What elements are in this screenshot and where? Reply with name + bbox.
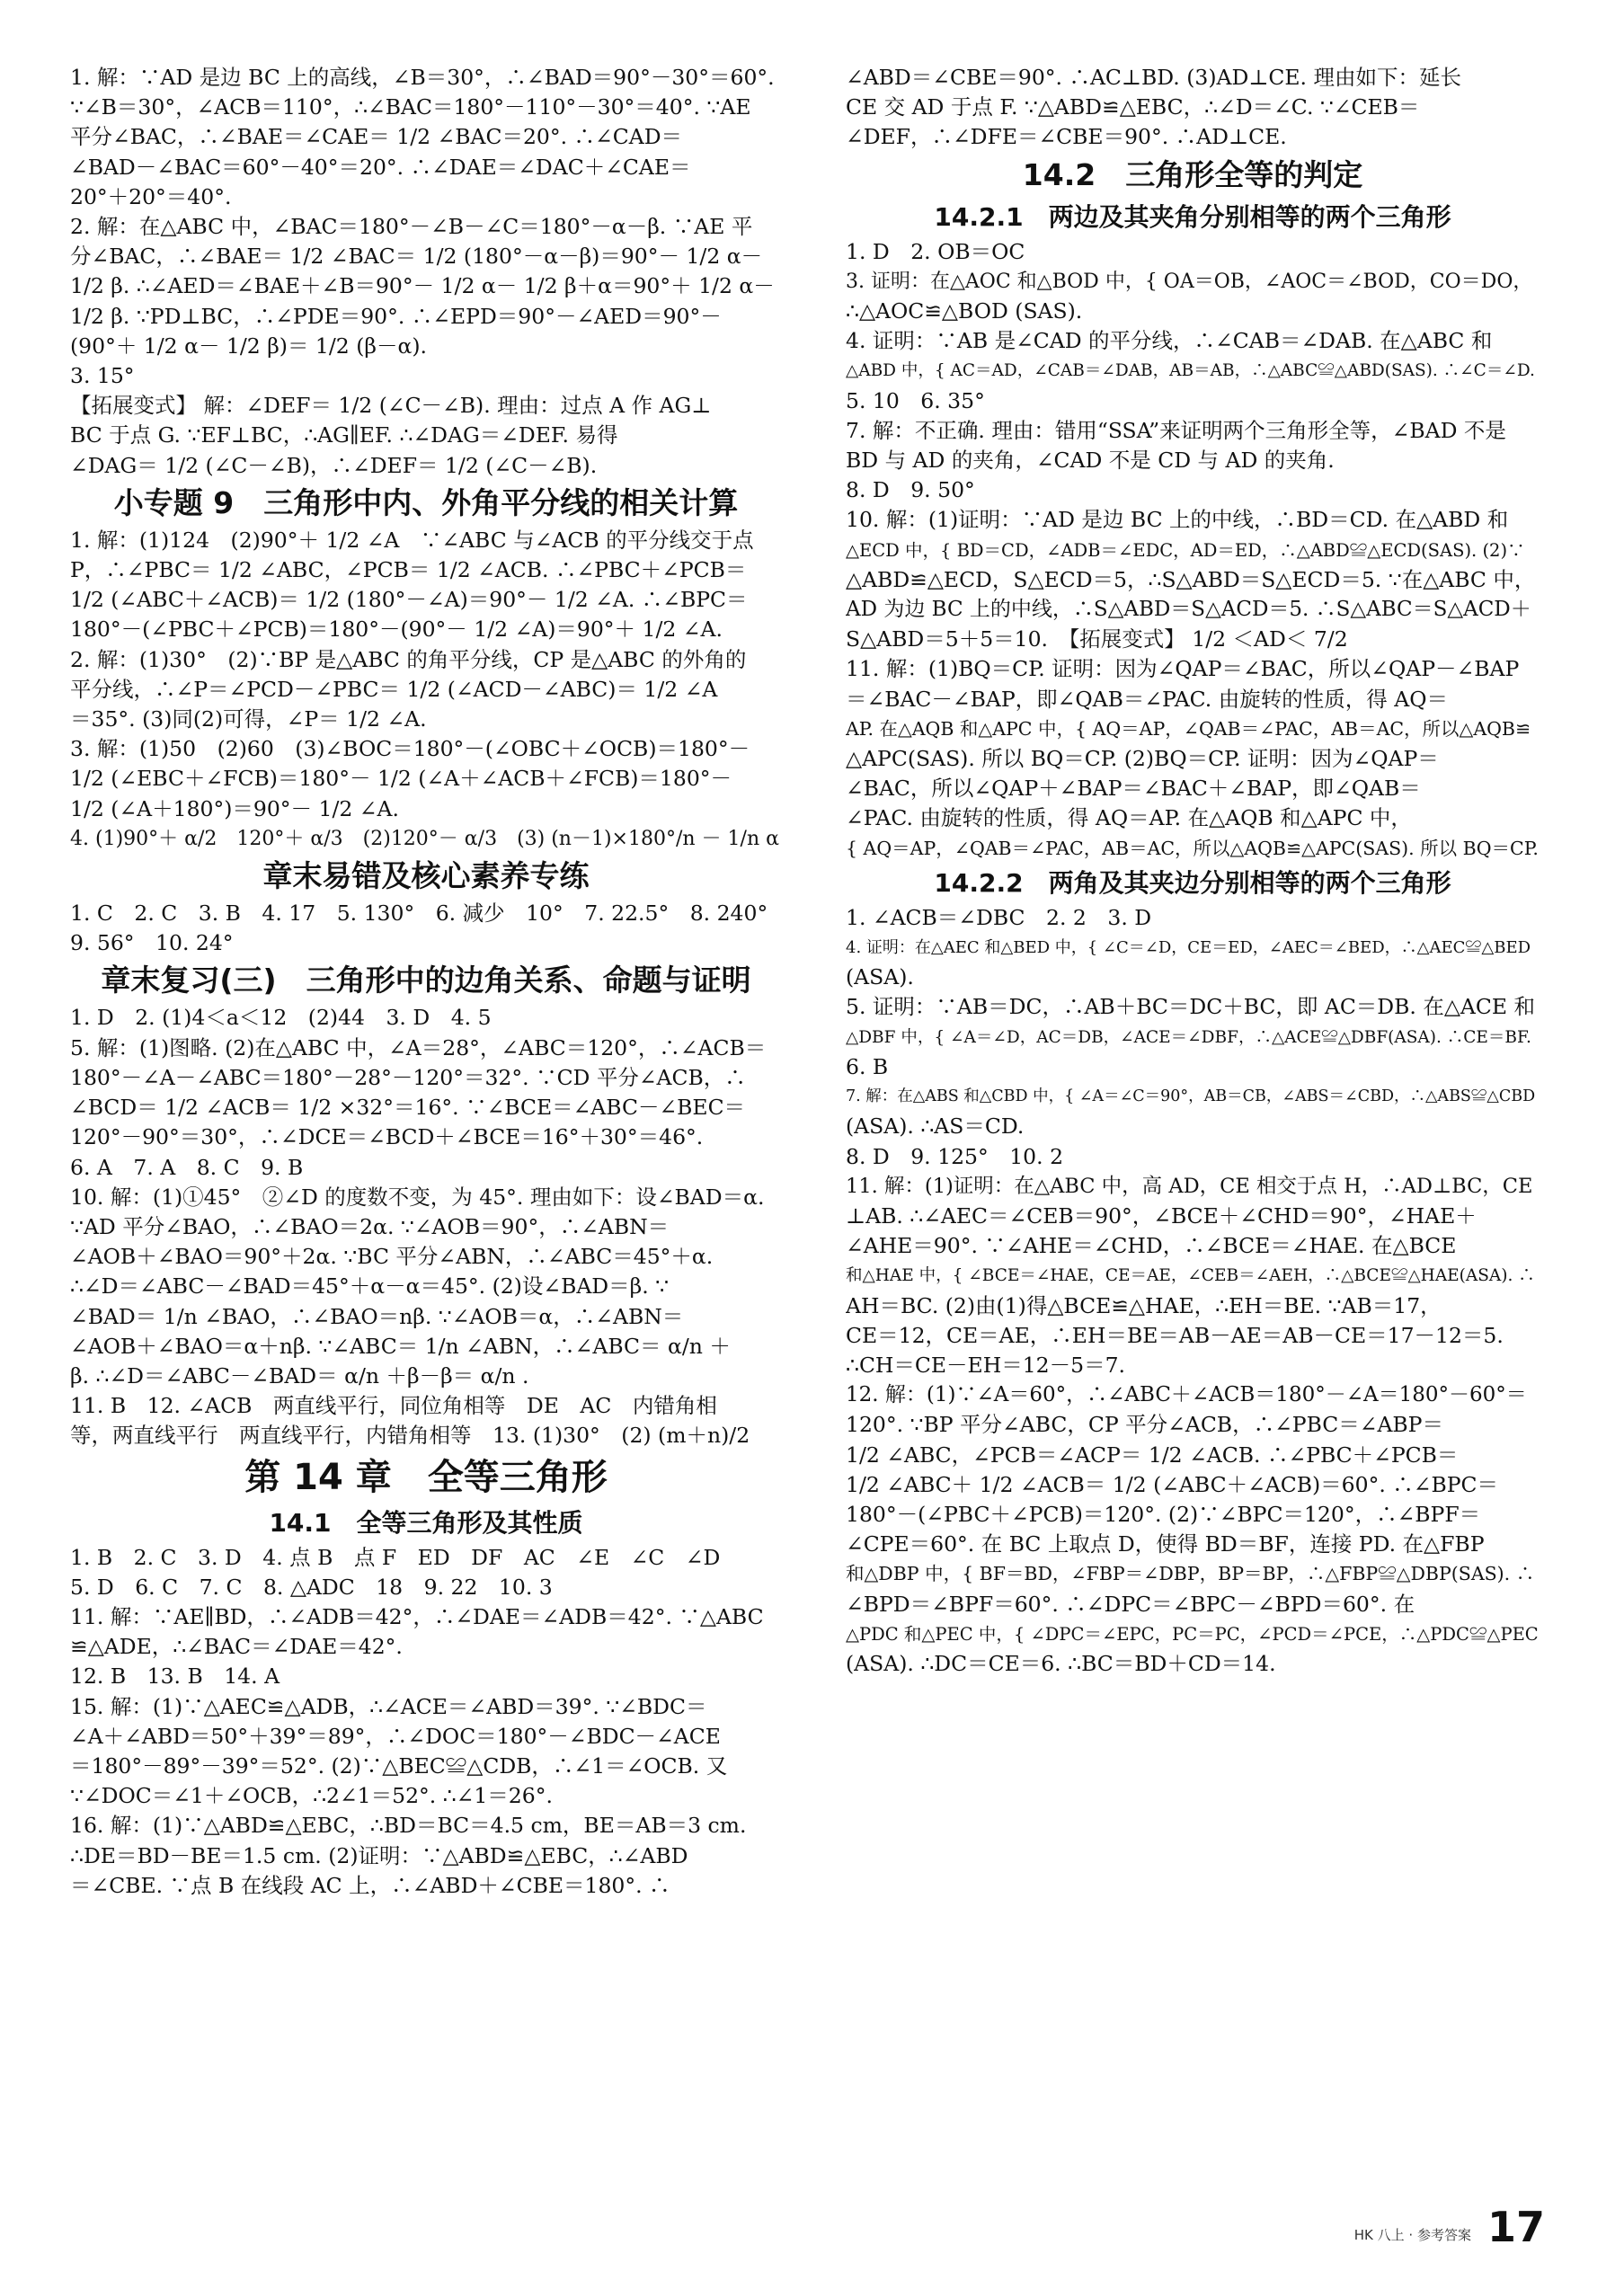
answer-line: △APC(SAS). 所以 BQ＝CP. (2)BQ＝CP. 证明：因为∠QAP＝ — [846, 746, 1439, 772]
left-column — [70, 63, 782, 1901]
answer-line: 1. B 2. C 3. D 4. 点 B 点 F ED DF AC ∠E ∠C ∠D — [70, 1544, 721, 1570]
page-number: 17 — [1486, 2203, 1545, 2251]
answer-line: 4. 证明：∵AB 是∠CAD 的平分线，∴∠CAB＝∠DAB. 在△ABC 和 — [846, 328, 1493, 354]
answer-line: ＝180°－89°－39°＝52°. (2)∵△BEC≌△CDB，∴∠1＝∠OCB. 又 — [70, 1752, 728, 1779]
subsection-heading: 14.2.1 两边及其夹角分别相等的两个三角形 — [934, 201, 1451, 232]
answer-line: ＝35°. (3)同(2)可得，∠P＝ 1/2 ∠A. — [70, 706, 427, 732]
answer-line: ∠BAD－∠BAC＝60°－40°＝20°. ∴∠DAE＝∠DAC＋∠CAE＝ — [70, 154, 691, 180]
answer-line: ⊥AB. ∴∠AEC＝∠CEB＝90°，∠BCE＋∠CHD＝90°，∠HAE＋ — [846, 1202, 1477, 1229]
answer-line: 9. 56° 10. 24° — [70, 930, 234, 956]
answer-line: AD 为边 BC 上的中线，∴S△ABD＝S△ACD＝5. ∴S△ABC＝S△ACD＋ — [846, 598, 1531, 622]
answer-line: 分∠BAC，∴∠BAE＝ 1/2 ∠BAC＝ 1/2 (180°－α－β)＝90°－ 1/2 α－ — [70, 244, 763, 270]
answer-line: 7. 解：不正确. 理由：错用“SSA”来证明两个三角形全等，∠BAD 不是 — [846, 417, 1506, 443]
answer-line: (ASA). ∴DC＝CE＝6. ∴BC＝BD＋CD＝14. — [846, 1650, 1276, 1676]
answer-line: 【拓展变式】 解：∠DEF＝ 1/2 (∠C－∠B). 理由：过点 A 作 AG⊥ — [70, 393, 712, 419]
answer-line: ＝∠BAC－∠BAP，即∠QAB＝∠PAC. 由旋转的性质，得 AQ＝ — [846, 686, 1448, 712]
answer-line: 15. 解：(1)∵△AEC≌△ADB，∴∠ACE＝∠ABD＝39°. ∵∠BDC＝ — [70, 1693, 707, 1719]
answer-line: 120°. ∵BP 平分∠ABC，CP 平分∠ACB，∴∠PBC＝∠ABP＝ — [846, 1412, 1443, 1438]
answer-line: 1. D 2. OB＝OC — [846, 238, 1025, 264]
answer-line: β. ∴∠D＝∠ABC－∠BAD＝ α/n ＋β－β＝ α/n . — [70, 1362, 529, 1388]
answer-line: ∠A＋∠ABD＝50°＋39°＝89°，∴∠DOC＝180°－∠BDC－∠ACE — [70, 1723, 721, 1749]
answer-line: 3. 15° — [70, 363, 135, 389]
answer-line: 1. 解：∵AD 是边 BC 上的高线，∠B＝30°，∴∠BAD＝90°－30°＝60°. — [70, 65, 775, 90]
answer-line: 4. 证明：在△AEC 和△BED 中，{ ∠C＝∠D，CE＝ED，∠AEC＝∠BED，∴△AEC≌△BED — [846, 938, 1531, 958]
answer-line: BC 于点 G. ∵EF⊥BC，∴AG∥EF. ∴∠DAG＝∠DEF. 易得 — [70, 422, 618, 448]
answer-line: ∴CH＝CE－EH＝12－5＝7. — [846, 1352, 1125, 1378]
answer-line: 20°＋20°＝40°. — [70, 183, 232, 209]
answer-line: ≌△ADE，∴∠BAC＝∠DAE＝42°. — [70, 1634, 403, 1660]
answer-line: 6. B — [846, 1053, 889, 1079]
section-heading: 小专题 9 三角形中内、外角平分线的相关计算 — [113, 484, 739, 520]
answer-line: 5. 证明：∵AB＝DC，∴AB＋BC＝DC＋BC，即 AC＝DB. 在△ACE 和 — [846, 994, 1536, 1020]
answer-line: { AQ＝AP，∠QAB＝∠PAC，AB＝AC，所以△AQB≌△APC(SAS). 所以 BQ＝CP. — [846, 837, 1539, 859]
answer-line: 120°－90°＝30°，∴∠DCE＝∠BCD＋∠BCE＝16°＋30°＝46°. — [70, 1124, 704, 1150]
answer-line: ∠ABD＝∠CBE＝90°. ∴AC⊥BD. (3)AD⊥CE. 理由如下：延长 — [846, 65, 1461, 90]
section-heading: 章末易错及核心素养专练 — [262, 858, 590, 894]
answer-line: ∠AHE＝90°. ∵∠AHE＝∠CHD，∴∠BCE＝∠HAE. 在△BCE — [846, 1233, 1457, 1259]
answer-line: ∵∠B＝30°，∠ACB＝110°，∴∠BAC＝180°－110°－30°＝40°. ∵AE — [70, 94, 751, 120]
answer-line: 5. 10 6. 35° — [846, 387, 985, 413]
answer-line: 4. (1)90°＋ α/2 120°＋ α/3 (2)120°－ α/3 (3) (n－1)×180°/n － 1/n α — [70, 827, 779, 850]
answer-line: 8. D 9. 50° — [846, 477, 975, 503]
answer-line: 3. 解：(1)50 (2)60 (3)∠BOC＝180°－(∠OBC＋∠OCB)＝180°－ — [70, 736, 750, 762]
answer-line: 11. 解：∵AE∥BD，∴∠ADB＝42°，∴∠DAE＝∠ADB＝42°. ∵△ABC — [70, 1603, 764, 1629]
answer-line: ∠DEF，∴∠DFE＝∠CBE＝90°. ∴AD⊥CE. — [846, 124, 1287, 150]
answer-line: CE＝12，CE＝AE，∴EH＝BE＝AB－AE＝AB－CE＝17－12＝5. — [846, 1322, 1504, 1348]
answer-line: 1. ∠ACB＝∠DBC 2. 2 3. D — [846, 904, 1152, 930]
footer-label: HK 八上 · 参考答案 — [1353, 2227, 1471, 2243]
section-heading: 章末复习(三) 三角形中的边角关系、命题与证明 — [101, 963, 751, 998]
answer-line: ∵∠DOC＝∠1＋∠OCB，∴2∠1＝52°. ∴∠1＝26°. — [70, 1783, 553, 1809]
answer-line: 和△HAE 中，{ ∠BCE＝∠HAE，CE＝AE，∠CEB＝∠AEH，∴△BCE≌△HAE(ASA). ∴ — [846, 1266, 1535, 1286]
answer-line: △ECD 中，{ BD＝CD，∠ADB＝∠EDC，AD＝ED，∴△ABD≌△ECD(SAS). (2)∵ — [846, 539, 1525, 561]
answer-line: ∠PAC. 由旋转的性质，得 AQ＝AP. 在△AQB 和△APC 中， — [846, 805, 1412, 831]
answer-line: ∠AOB＋∠BAO＝α＋nβ. ∵∠ABC＝ 1/n ∠ABN，∴∠ABC＝ α/n ＋ — [70, 1333, 731, 1359]
answer-line: 和△DBP 中，{ BF＝BD，∠FBP＝∠DBP，BP＝BP，∴△FBP≌△DBP(SAS). ∴ — [846, 1563, 1535, 1585]
answer-line: ∠BAD＝ 1/n ∠BAO，∴∠BAO＝nβ. ∵∠AOB＝α，∴∠ABN＝ — [70, 1303, 684, 1329]
answer-line: 180°－(∠PBC＋∠PCB)＝120°. (2)∵∠BPC＝120°，∴∠BPF＝ — [846, 1501, 1481, 1527]
answer-line: 1/2 ∠ABC＋ 1/2 ∠ACB＝ 1/2 (∠ABC＋∠ACB)＝60°. ∴∠BPC＝ — [846, 1471, 1499, 1497]
answer-line: 12. B 13. B 14. A — [70, 1664, 280, 1690]
answer-line: 8. D 9. 125° 10. 2 — [846, 1143, 1064, 1169]
section-heading: 14.2 三角形全等的判定 — [1022, 156, 1363, 192]
chapter-heading: 第 14 章 全等三角形 — [244, 1456, 608, 1498]
answer-line: ∵AD 平分∠BAO，∴∠BAO＝2α. ∵∠AOB＝90°，∴∠ABN＝ — [70, 1213, 670, 1239]
answer-line: 12. 解：(1)∵∠A＝60°，∴∠ABC＋∠ACB＝180°－∠A＝180°－60°＝ — [846, 1383, 1527, 1407]
answer-line: △DBF 中，{ ∠A＝∠D，AC＝DB，∠ACE＝∠DBF，∴△ACE≌△DBF(ASA). ∴CE＝BF. — [846, 1027, 1531, 1047]
answer-line: (ASA). ∴AS＝CD. — [846, 1113, 1025, 1140]
answer-line: (ASA). — [846, 964, 914, 990]
answer-line: 10. 解：(1)证明：∵AD 是边 BC 上的中线，∴BD＝CD. 在△ABD 和 — [846, 507, 1509, 533]
answer-line: 1/2 β. ∴∠AED＝∠BAE＋∠B＝90°－ 1/2 α－ 1/2 β＋α＝90°＋ 1/2 α－ — [70, 273, 775, 299]
answer-line: 1. C 2. C 3. B 4. 17 5. 130° 6. 减少 10° 7. 22.5° 8. 240° — [70, 901, 768, 927]
answer-line: 1/2 β. ∵PD⊥BC，∴∠PDE＝90°. ∴∠EPD＝90°－∠AED＝90°－ — [70, 303, 722, 329]
answer-line: ∠CPE＝60°. 在 BC 上取点 D，使得 BD＝BF，连接 PD. 在△FBP — [846, 1531, 1485, 1557]
answer-line: 平分线，∴∠P＝∠PCD－∠PBC＝ 1/2 (∠ACD－∠ABC)＝ 1/2 ∠A — [70, 676, 718, 702]
answer-line: ∠BPD＝∠BPF＝60°. ∴∠DPC＝∠BPC－∠BPD＝60°. 在 — [846, 1591, 1415, 1617]
answer-line: 10. 解：(1)①45° ②∠D 的度数不变，为 45°. 理由如下：设∠BAD＝α. — [70, 1184, 765, 1210]
answer-line: 6. A 7. A 8. C 9. B — [70, 1154, 304, 1180]
answer-line: 11. 解：(1)BQ＝CP. 证明：因为∠QAP＝∠BAC，所以∠QAP－∠BAP — [846, 656, 1520, 682]
answer-line: 等，两直线平行 两直线平行，内错角相等 13. (1)30° (2) (m＋n)/2 — [70, 1423, 750, 1449]
answer-line: △ABD≌△ECD，S△ECD＝5，∴S△ABD＝S△ECD＝5. ∵在△ABC 中， — [846, 566, 1536, 592]
answer-line: ∴△AOC≌△BOD (SAS). — [846, 298, 1083, 324]
answer-line: P，∴∠PBC＝ 1/2 ∠ABC，∠PCB＝ 1/2 ∠ACB. ∴∠PBC＋∠PCB＝ — [70, 557, 747, 583]
answer-line: 5. 解：(1)图略. (2)在△ABC 中，∠A＝28°，∠ABC＝120°，∴∠ACB＝ — [70, 1034, 767, 1060]
answer-line: S△ABD＝5＋5＝10. 【拓展变式】 1/2 ＜AD＜ 7/2 — [846, 626, 1348, 652]
answer-line: 1. D 2. (1)4＜a＜12 (2)44 3. D 4. 5 — [70, 1005, 492, 1031]
answer-line: ∠BAC，所以∠QAP＋∠BAP＝∠BAC＋∠BAP，即∠QAB＝ — [846, 776, 1421, 802]
answer-line: ∴∠D＝∠ABC－∠BAD＝45°＋α－α＝45°. (2)设∠BAD＝β. ∵ — [70, 1273, 670, 1300]
answer-line: ∠AOB＋∠BAO＝90°＋2α. ∵BC 平分∠ABN，∴∠ABC＝45°＋α. — [70, 1244, 714, 1270]
answer-line: BD 与 AD 的夹角，∠CAD 不是 CD 与 AD 的夹角. — [846, 448, 1335, 474]
answer-line: AH＝BC. (2)由(1)得△BCE≌△HAE，∴EH＝BE. ∵AB＝17， — [846, 1292, 1442, 1318]
answer-line: 5. D 6. C 7. C 8. △ADC 18 9. 22 10. 3 — [70, 1574, 553, 1600]
answer-line: CE 交 AD 于点 F. ∵△ABD≌△EBC，∴∠D＝∠C. ∵∠CEB＝ — [846, 94, 1420, 120]
answer-line: 1/2 (∠EBC＋∠FCB)＝180°－ 1/2 (∠A＋∠ACB＋∠FCB)＝180°－ — [70, 766, 732, 792]
page-footer — [1354, 2205, 1545, 2249]
answer-line: AP. 在△AQB 和△APC 中，{ AQ＝AP，∠QAB＝∠PAC，AB＝AC，所以△AQB≌ — [846, 717, 1531, 740]
answer-line: ∴DE＝BD－BE＝1.5 cm. (2)证明：∵△ABD≌△EBC，∴∠ABD — [70, 1842, 688, 1868]
answer-line: 7. 解：在△ABS 和△CBD 中，{ ∠A＝∠C＝90°，AB＝CB，∠ABS＝∠CBD，∴△ABS≌△CBD — [846, 1087, 1536, 1106]
answer-line: △ABD 中，{ AC＝AD，∠CAB＝∠DAB，AB＝AB，∴△ABC≌△ABD(SAS). ∴∠C＝∠D. — [846, 361, 1535, 381]
answer-line: 11. 解：(1)证明：在△ABC 中，高 AD，CE 相交于点 H，∴AD⊥BC，CE — [846, 1174, 1533, 1198]
answer-line: (90°＋ 1/2 α－ 1/2 β)＝ 1/2 (β－α). — [70, 333, 427, 359]
answer-line: 1. 解：(1)124 (2)90°＋ 1/2 ∠A ∵∠ABC 与∠ACB 的平分线交于点 — [70, 527, 754, 553]
answer-line: 1/2 (∠ABC＋∠ACB)＝ 1/2 (180°－∠A)＝90°－ 1/2 ∠A. ∴∠BPC＝ — [70, 587, 748, 613]
answer-line: 2. 解：(1)30° (2)∵BP 是△ABC 的角平分线，CP 是△ABC 的外角的 — [70, 646, 747, 672]
answer-line: 平分∠BAC，∴∠BAE＝∠CAE＝ 1/2 ∠BAC＝20°. ∴∠CAD＝ — [70, 124, 683, 150]
answer-line: ∠DAG＝ 1/2 (∠C－∠B)，∴∠DEF＝ 1/2 (∠C－∠B). — [70, 452, 598, 478]
answer-line: ∠BCD＝ 1/2 ∠ACB＝ 1/2 ×32°＝16°. ∵∠BCE＝∠ABC－∠BEC＝ — [70, 1095, 746, 1121]
answer-line: 11. B 12. ∠ACB 两直线平行，同位角相等 DE AC 内错角相 — [70, 1393, 717, 1419]
answer-line: 180°－∠A－∠ABC＝180°－28°－120°＝32°. ∵CD 平分∠ACB，∴ — [70, 1064, 746, 1090]
subsection-heading: 14.2.2 两角及其夹边分别相等的两个三角形 — [934, 867, 1451, 898]
right-column — [846, 63, 1540, 1679]
subsection-heading: 14.1 全等三角形及其性质 — [269, 1507, 583, 1538]
answer-line: 3. 证明：在△AOC 和△BOD 中，{ OA＝OB，∠AOC＝∠BOD，CO＝DO， — [846, 270, 1533, 293]
answer-line: 180°－(∠PBC＋∠PCB)＝180°－(90°－ 1/2 ∠A)＝90°＋ 1/2 ∠A. — [70, 617, 723, 643]
answer-line: 1/2 (∠A＋180°)＝90°－ 1/2 ∠A. — [70, 795, 399, 821]
answer-line: ＝∠CBE. ∵点 B 在线段 AC 上，∴∠ABD＋∠CBE＝180°. ∴ — [70, 1872, 670, 1898]
answer-line: △PDC 和△PEC 中，{ ∠DPC＝∠EPC，PC＝PC，∠PCD＝∠PCE，∴△PDC≌△PEC — [846, 1623, 1539, 1645]
answer-line: 1/2 ∠ABC，∠PCB＝∠ACP＝ 1/2 ∠ACB. ∴∠PBC＋∠PCB＝ — [846, 1442, 1459, 1468]
answer-line: 2. 解：在△ABC 中，∠BAC＝180°－∠B－∠C＝180°－α－β. ∵AE 平 — [70, 214, 753, 240]
answer-line: 16. 解：(1)∵△ABD≌△EBC，∴BD＝BC＝4.5 cm，BE＝AB＝3 cm. — [70, 1813, 747, 1839]
